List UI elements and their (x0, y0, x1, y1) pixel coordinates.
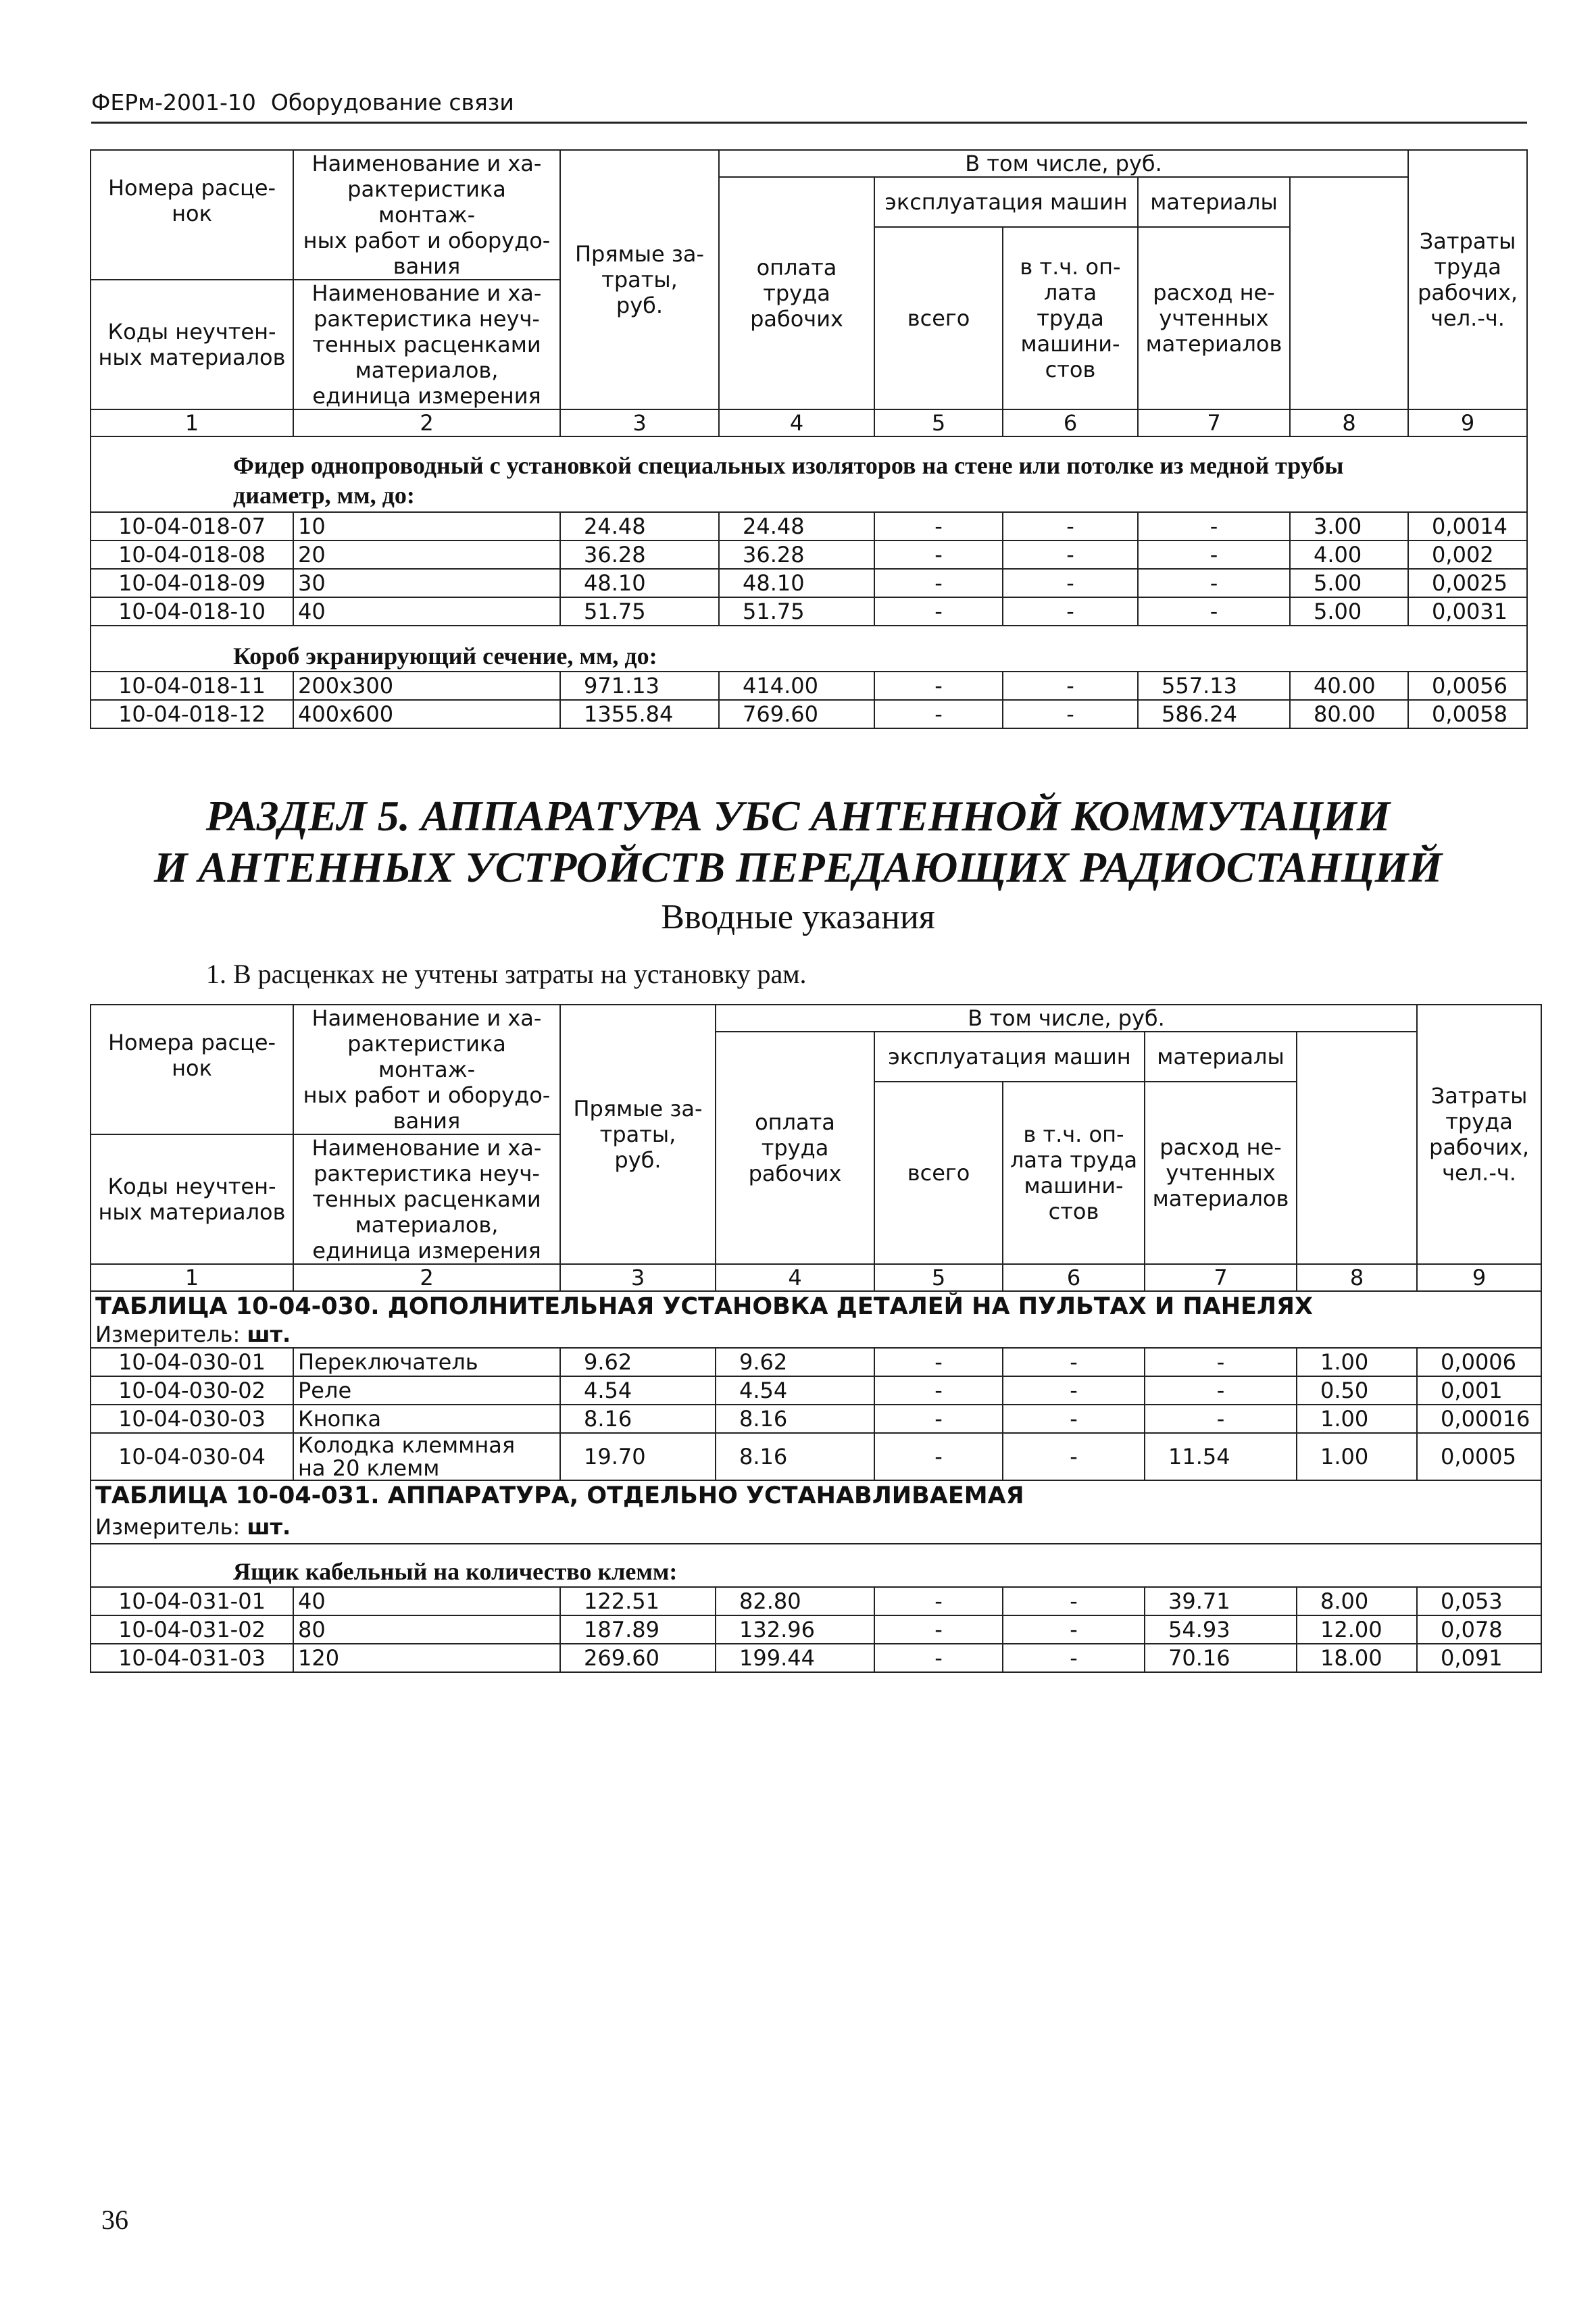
header-rate-codes: Номера расце- нок (91, 150, 293, 280)
col-number: 2 (293, 1264, 560, 1291)
worker-wages: 8.16 (716, 1405, 874, 1433)
machine-total: - (874, 1433, 1003, 1480)
unaccounted-materials: - (1138, 540, 1290, 569)
machine-total: - (874, 512, 1003, 540)
header-machinist-wages: в т.ч. оп- лата труда машини- стов (1003, 227, 1138, 409)
col-number: 2 (293, 409, 560, 436)
direct-costs: 24.48 (560, 512, 719, 540)
worker-wages: 8.16 (716, 1433, 874, 1480)
machine-total: - (874, 1615, 1003, 1644)
table-row (91, 512, 1527, 540)
mass: 0,0031 (1408, 597, 1527, 626)
page-number: 36 (101, 2205, 128, 2235)
labor-costs: 12.00 (1297, 1615, 1417, 1644)
table-row (91, 1405, 1541, 1433)
labor-costs: 1.00 (1297, 1348, 1417, 1376)
mass: 0,0056 (1408, 672, 1527, 700)
labor-costs: 8.00 (1297, 1587, 1417, 1615)
header-including: В том числе, руб. (716, 1005, 1417, 1032)
machinist-wages: - (1003, 1405, 1145, 1433)
col-number: 4 (719, 409, 874, 436)
machinist-wages: - (1003, 597, 1138, 626)
header-materials: материалы (1138, 177, 1290, 227)
col-number: 9 (1408, 409, 1527, 436)
rate-code: 10-04-031-03 (91, 1644, 293, 1672)
labor-costs: 1.00 (1297, 1405, 1417, 1433)
labor-costs: 40.00 (1290, 672, 1408, 700)
col-number: 1 (91, 409, 293, 436)
header-unaccounted-codes: Коды неучтен- ных материалов (91, 1134, 293, 1264)
mass: 0,0025 (1408, 569, 1527, 597)
rate-code: 10-04-018-10 (91, 597, 293, 626)
col-number: 7 (1138, 409, 1290, 436)
worker-wages: 769.60 (719, 700, 874, 728)
col-number: 4 (716, 1264, 874, 1291)
item-name: 30 (293, 569, 560, 597)
unit-value: шт. (247, 1322, 291, 1347)
header-direct-costs: Прямые за- траты, руб. (560, 1005, 716, 1264)
header-rate-codes: Номера расце- нок (91, 1005, 293, 1134)
machine-total: - (874, 540, 1003, 569)
table-row (91, 1348, 1541, 1376)
col-number: 3 (560, 1264, 716, 1291)
machinist-wages: - (1003, 1433, 1145, 1480)
mass: 0,0058 (1408, 700, 1527, 728)
machine-total: - (874, 1348, 1003, 1376)
direct-costs: 187.89 (560, 1615, 716, 1644)
labor-costs: 1.00 (1297, 1433, 1417, 1480)
price-table-10-04-030-031 (90, 1004, 1542, 1673)
machine-total: - (874, 1644, 1003, 1672)
machinist-wages: - (1003, 672, 1138, 700)
worker-wages: 199.44 (716, 1644, 874, 1672)
labor-costs: 80.00 (1290, 700, 1408, 728)
mass: 0,001 (1417, 1376, 1541, 1405)
rate-code: 10-04-030-03 (91, 1405, 293, 1433)
col-number: 6 (1003, 1264, 1145, 1291)
labor-costs: 5.00 (1290, 569, 1408, 597)
rate-code: 10-04-030-02 (91, 1376, 293, 1405)
item-name: 400x600 (293, 700, 560, 728)
group-title-cable-box: Ящик кабельный на количество клемм: (91, 1544, 1541, 1587)
header-unaccounted-name: Наименование и ха- рактеристика неуч- тенных расценками материалов, единица измерения (293, 280, 560, 409)
labor-costs: 4.00 (1290, 540, 1408, 569)
mass: 0,0005 (1417, 1433, 1541, 1480)
header-work-name: Наименование и ха- рактеристика монтаж- ных работ и оборудо- вания (293, 150, 560, 280)
table-title-10-04-031: ТАБЛИЦА 10-04-031. АППАРАТУРА, ОТДЕЛЬНО УСТАНАВЛИВАЕМАЯ (91, 1480, 1541, 1511)
worker-wages: 48.10 (719, 569, 874, 597)
direct-costs: 8.16 (560, 1405, 716, 1433)
machine-total: - (874, 1376, 1003, 1405)
col-number: 5 (874, 1264, 1003, 1291)
direct-costs: 9.62 (560, 1348, 716, 1376)
mass: 0,00016 (1417, 1405, 1541, 1433)
item-name: Реле (293, 1376, 560, 1405)
col-number: 8 (1297, 1264, 1417, 1291)
worker-wages: 24.48 (719, 512, 874, 540)
header-unaccounted-materials: расход не- учтенных материалов (1145, 1082, 1297, 1264)
rate-code: 10-04-030-01 (91, 1348, 293, 1376)
header-unaccounted-name: Наименование и ха- рактеристика неуч- тенных расценками материалов, единица измерения (293, 1134, 560, 1264)
unaccounted-materials: - (1145, 1348, 1297, 1376)
mass: 0,053 (1417, 1587, 1541, 1615)
unaccounted-materials: - (1138, 512, 1290, 540)
header-machinist-wages: в т.ч. оп- лата труда машини- стов (1003, 1082, 1145, 1264)
col-number: 6 (1003, 409, 1138, 436)
header-machines: эксплуатация машин (874, 1032, 1145, 1082)
worker-wages: 4.54 (716, 1376, 874, 1405)
worker-wages: 9.62 (716, 1348, 874, 1376)
item-name: Кнопка (293, 1405, 560, 1433)
direct-costs: 51.75 (560, 597, 719, 626)
machinist-wages: - (1003, 569, 1138, 597)
unit-value: шт. (247, 1514, 291, 1540)
worker-wages: 51.75 (719, 597, 874, 626)
mass: 0,002 (1408, 540, 1527, 569)
table-row (91, 569, 1527, 597)
rate-code: 10-04-031-01 (91, 1587, 293, 1615)
unaccounted-materials: 70.16 (1145, 1644, 1297, 1672)
col-number: 7 (1145, 1264, 1297, 1291)
unaccounted-materials: - (1138, 597, 1290, 626)
table-row (91, 1376, 1541, 1405)
item-name: Колодка клеммная на 20 клемм (293, 1433, 560, 1480)
table-row (91, 540, 1527, 569)
table-row (91, 1615, 1541, 1644)
header-direct-costs: Прямые за- траты, руб. (560, 150, 719, 409)
unit-of-measure (91, 1511, 1541, 1544)
col-number: 5 (874, 409, 1003, 436)
document-code: ФЕРм-2001-10 (91, 89, 256, 116)
machine-total: - (874, 597, 1003, 626)
header-machines: эксплуатация машин (874, 177, 1138, 227)
machine-total: - (874, 672, 1003, 700)
mass: 0,0006 (1417, 1348, 1541, 1376)
mass: 0,091 (1417, 1644, 1541, 1672)
header-labor-costs: Затраты труда рабочих, чел.-ч. (1408, 150, 1527, 409)
labor-costs: 0.50 (1297, 1376, 1417, 1405)
rate-code: 10-04-031-02 (91, 1615, 293, 1644)
machinist-wages: - (1003, 540, 1138, 569)
page-header (91, 89, 1527, 124)
intro-note: 1. В расценках не учтены затраты на установку рам. (206, 959, 807, 989)
direct-costs: 48.10 (560, 569, 719, 597)
header-unaccounted-materials: расход не- учтенных материалов (1138, 227, 1290, 409)
item-name: Переключатель (293, 1348, 560, 1376)
direct-costs: 4.54 (560, 1376, 716, 1405)
worker-wages: 132.96 (716, 1615, 874, 1644)
table-title-10-04-030: ТАБЛИЦА 10-04-030. ДОПОЛНИТЕЛЬНАЯ УСТАНОВКА ДЕТАЛЕЙ НА ПУЛЬТАХ И ПАНЕЛЯХ (91, 1291, 1541, 1322)
direct-costs: 122.51 (560, 1587, 716, 1615)
item-name: 120 (293, 1644, 560, 1672)
machine-total: - (874, 1587, 1003, 1615)
direct-costs: 36.28 (560, 540, 719, 569)
mass: 0,0014 (1408, 512, 1527, 540)
machinist-wages: - (1003, 1376, 1145, 1405)
unaccounted-materials: 39.71 (1145, 1587, 1297, 1615)
price-table-10-04-018 (90, 149, 1528, 729)
section-title-line-1: РАЗДЕЛ 5. АППАРАТУРА УБС АНТЕННОЙ КОММУТАЦИИ (205, 792, 1391, 840)
rate-code: 10-04-030-04 (91, 1433, 293, 1480)
item-name: 40 (293, 597, 560, 626)
direct-costs: 19.70 (560, 1433, 716, 1480)
header-work-name: Наименование и ха- рактеристика монтаж- ных работ и оборудо- вания (293, 1005, 560, 1134)
mass: 0,078 (1417, 1615, 1541, 1644)
direct-costs: 1355.84 (560, 700, 719, 728)
labor-costs: 3.00 (1290, 512, 1408, 540)
worker-wages: 36.28 (719, 540, 874, 569)
rate-code: 10-04-018-11 (91, 672, 293, 700)
unaccounted-materials: 11.54 (1145, 1433, 1297, 1480)
header-labor-costs: Затраты труда рабочих, чел.-ч. (1417, 1005, 1541, 1264)
table-row (91, 1433, 1541, 1480)
item-name: 40 (293, 1587, 560, 1615)
section-title (0, 790, 1596, 893)
col-number: 9 (1417, 1264, 1541, 1291)
item-name: 10 (293, 512, 560, 540)
section-title-line-2: И АНТЕННЫХ УСТРОЙСТВ ПЕРЕДАЮЩИХ РАДИОСТАНЦИЙ (153, 843, 1443, 891)
unaccounted-materials: - (1145, 1376, 1297, 1405)
machinist-wages: - (1003, 512, 1138, 540)
machine-total: - (874, 569, 1003, 597)
machine-total: - (874, 700, 1003, 728)
header-wages: оплата труда рабочих (719, 177, 874, 409)
group-title-shield-box: Короб экранирующий сечение, мм, до: (91, 626, 1527, 672)
col-number: 8 (1290, 409, 1408, 436)
machinist-wages: - (1003, 1587, 1145, 1615)
header-unaccounted-codes: Коды неучтен- ных материалов (91, 280, 293, 409)
intro-heading: Вводные указания (661, 898, 935, 936)
labor-costs: 18.00 (1297, 1644, 1417, 1672)
machinist-wages: - (1003, 1615, 1145, 1644)
machinist-wages: - (1003, 1644, 1145, 1672)
document-title: Оборудование связи (270, 89, 514, 116)
table-row (91, 1644, 1541, 1672)
unit-label: Измеритель: (95, 1514, 247, 1540)
rate-code: 10-04-018-09 (91, 569, 293, 597)
unaccounted-materials: 54.93 (1145, 1615, 1297, 1644)
unaccounted-materials: 586.24 (1138, 700, 1290, 728)
group-title-feeder: Фидер однопроводный с установкой специальных изоляторов на стене или потолке из медной трубы диаметр, мм, до: (91, 436, 1527, 512)
item-name: 80 (293, 1615, 560, 1644)
worker-wages: 82.80 (716, 1587, 874, 1615)
unaccounted-materials: 557.13 (1138, 672, 1290, 700)
header-wages: оплата труда рабочих (716, 1032, 874, 1264)
table-row (91, 672, 1527, 700)
table-row (91, 1587, 1541, 1615)
unit-of-measure (91, 1322, 1541, 1348)
machinist-wages: - (1003, 1348, 1145, 1376)
direct-costs: 269.60 (560, 1644, 716, 1672)
rate-code: 10-04-018-12 (91, 700, 293, 728)
header-total: всего (874, 1082, 1003, 1264)
machinist-wages: - (1003, 700, 1138, 728)
header-including: В том числе, руб. (719, 150, 1408, 177)
header-total: всего (874, 227, 1003, 409)
unaccounted-materials: - (1138, 569, 1290, 597)
unaccounted-materials: - (1145, 1405, 1297, 1433)
rate-code: 10-04-018-08 (91, 540, 293, 569)
col-number: 3 (560, 409, 719, 436)
machine-total: - (874, 1405, 1003, 1433)
labor-costs: 5.00 (1290, 597, 1408, 626)
unit-label: Измеритель: (95, 1322, 247, 1347)
item-name: 20 (293, 540, 560, 569)
direct-costs: 971.13 (560, 672, 719, 700)
header-materials: материалы (1145, 1032, 1297, 1082)
rate-code: 10-04-018-07 (91, 512, 293, 540)
col-number: 1 (91, 1264, 293, 1291)
item-name: 200x300 (293, 672, 560, 700)
table-row (91, 700, 1527, 728)
worker-wages: 414.00 (719, 672, 874, 700)
table-row (91, 597, 1527, 626)
